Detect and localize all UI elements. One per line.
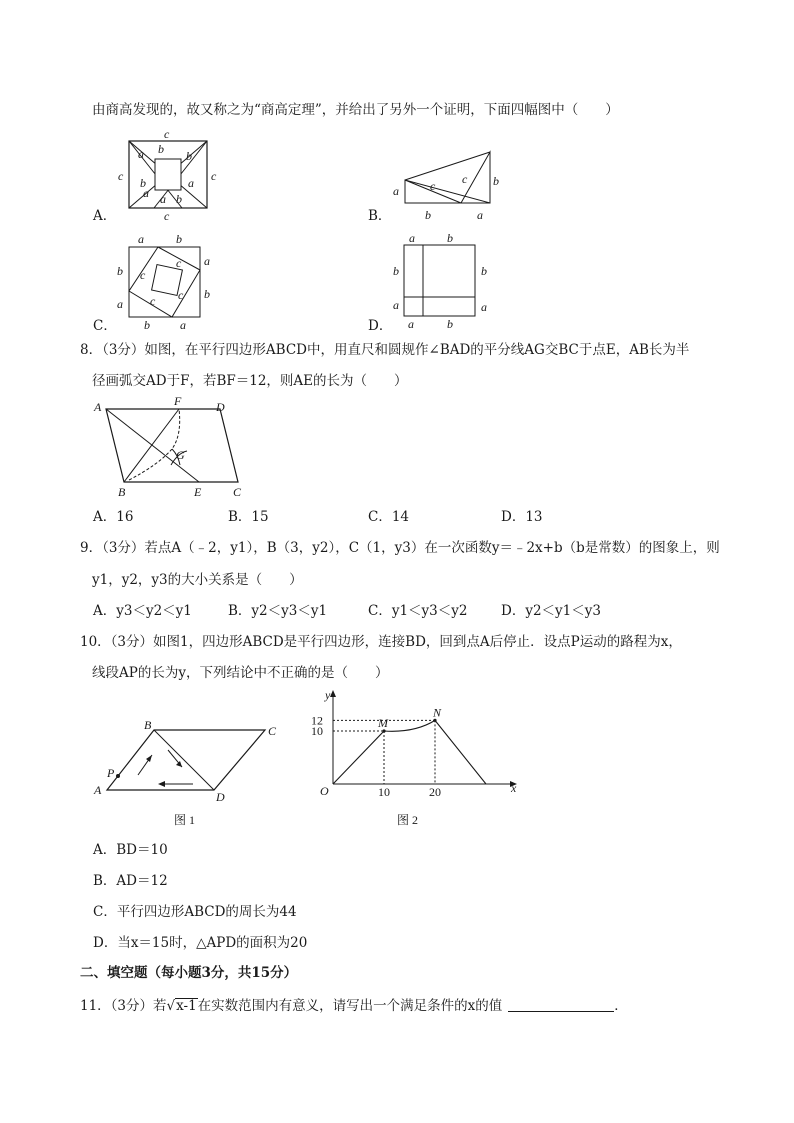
q10-stem-line1: 10．（3分）如图1，四边形ABCD是平行四边形，连接BD，回到点A后停止．设点P运动的路程为x， [80,634,682,650]
q8-label-G: G [176,448,185,462]
q7c-label-a-bottom: a [180,318,186,332]
q10-fig2-caption: 图 2 [397,813,419,827]
q7a-label-b4: b [176,192,182,206]
q7-option-d[interactable]: D． [368,318,393,334]
q8-stem-line2: 径画弧交AD于F，若BF＝12，则AE的长为（ ） [92,373,408,389]
q7d-label-a-top: a [409,231,415,245]
q7b-label-a-left: a [393,184,399,198]
y-axis-label: y [325,688,331,702]
q7-figure-b [385,145,515,225]
q7a-label-b2: b [186,149,192,163]
q7d-label-b-top: b [447,231,453,245]
ytick-label-10: 10 [311,724,323,738]
q7c-label-c2: c [176,256,182,270]
q7a-label-c-left: c [118,169,124,183]
q7-option-a[interactable]: A． [93,208,117,224]
q10-fig1-label-A: A [94,783,102,797]
q8-label-A: A [94,400,102,414]
q7c-label-b-right: b [204,287,210,301]
q10-option-b[interactable]: B．AD＝12 [93,873,168,889]
q10-option-a[interactable]: A．BD＝10 [93,842,168,858]
q11-sqrt-sign: √ [166,998,176,1014]
q8-option-a[interactable]: A．16 [93,509,134,525]
q7-intro: 由商高发现的，故又称之为“商高定理”，并给出了另外一个证明，下面四幅图中（ ） [92,102,619,118]
q7d-label-a-right: a [481,300,487,314]
q10-fig1-label-P: P [107,766,115,780]
q7-option-b[interactable]: B． [368,208,392,224]
q7a-label-c-bottom: c [164,209,170,223]
q10-option-c[interactable]: C．平行四边形ABCD的周长为44 [93,904,297,920]
q7b-label-b-right: b [493,174,499,188]
q10-stem-line2: 线段AP的长为y，下列结论中不正确的是（ ） [92,665,389,681]
q11-end: ． [614,998,628,1014]
q7c-label-b-top: b [176,232,182,246]
q7d-label-b-left: b [393,264,399,278]
q8-option-d[interactable]: D．13 [501,509,543,525]
q8-option-b[interactable]: B．15 [228,509,269,525]
q7-figure-c [110,233,220,333]
q10-fig1-label-D: D [216,790,225,804]
q7c-label-c3: c [178,288,184,302]
q10-option-d[interactable]: D．当x＝15时，△APD的面积为20 [93,935,308,951]
q7c-label-a-left: a [117,297,123,311]
q8-label-F: F [174,394,182,408]
q10-fig1-label-B: B [144,718,152,732]
q9-option-c[interactable]: C．y1＜y3＜y2 [368,603,468,619]
q7-figure-a [110,125,220,225]
q11-prefix: 11．（3分）若 [80,998,167,1014]
q7a-label-c-right: c [211,169,217,183]
q7a-label-c-top: c [164,127,170,141]
q8-label-E: E [194,485,202,499]
q7c-label-a-right: a [204,254,210,268]
q7a-label-b1: b [158,142,164,156]
ytick-label-12: 12 [311,713,323,728]
q10-fig1-caption: 图 1 [174,813,196,827]
q11-answer-blank[interactable] [508,997,614,1012]
xtick-label-10: 10 [378,785,390,799]
q10-fig1-label-C: C [268,724,277,738]
q7c-label-b-left: b [117,264,123,278]
q10-figure1 [90,715,290,830]
q7d-label-b-bottom: b [447,317,453,331]
q7-option-c[interactable]: C． [93,318,117,334]
q8-label-C: C [233,485,242,499]
q7b-label-c1: c [430,179,436,193]
q8-label-B: B [118,485,126,499]
annotation-N: N [433,705,442,720]
q8-parallelogram-figure [88,395,258,505]
q7a-label-a4: a [143,186,149,200]
q8-stem-line1: 8．（3分）如图，在平行四边形ABCD中，用直尺和圆规作∠BAD的平分线AG交BC于点E，AB长为半 [80,342,690,358]
section2-title: 二、填空题（每小题3分，共15分） [80,965,298,981]
series-line [333,720,486,784]
q8-option-c[interactable]: C．14 [368,509,410,525]
q9-option-a[interactable]: A．y3＜y2＜y1 [93,603,192,619]
q7c-label-b-bottom: b [144,318,150,332]
q9-stem-line2: y1，y2，y3的大小关系是（ ） [92,572,303,588]
q7d-label-a-bottom: a [408,317,414,331]
q7b-label-b-bottom: b [425,208,431,222]
q11-radicand: x-1 [176,998,197,1014]
q11-stem [80,996,628,1016]
q7d-label-a-left: a [393,298,399,312]
q10-figure2-chart [305,685,525,830]
q9-option-d[interactable]: D．y2＜y1＜y3 [501,603,601,619]
q9-option-b[interactable]: B．y2＜y3＜y1 [228,603,328,619]
q7a-label-a2: a [188,176,194,190]
q7c-label-c4: c [150,294,156,308]
q7a-label-a1: a [138,147,144,161]
q7b-label-a-bottom: a [477,208,483,222]
y-axis-arrow [330,690,336,697]
annotation-M: M [378,716,388,730]
q7b-label-c2: c [462,172,468,186]
q7c-label-c1: c [140,268,146,282]
q7d-label-b-right: b [481,264,487,278]
q7-figure-d [385,233,495,333]
xtick-label-20: 20 [429,785,441,799]
q7a-label-a3: a [160,192,166,206]
q11-suffix: 在实数范围内有意义，请写出一个满足条件的x的值 [197,998,503,1014]
q8-label-D: D [216,400,225,414]
q7c-label-a-top: a [138,232,144,246]
q9-stem-line1: 9．（3分）若点A（﹣2，y1），B（3，y2），C（1，y3）在一次函数y＝﹣2x+b（b是常数）的图象上，则 [80,540,720,556]
x-axis-label: x [511,781,517,795]
q7a-label-b3: b [140,176,146,190]
origin-label: O [320,784,329,798]
